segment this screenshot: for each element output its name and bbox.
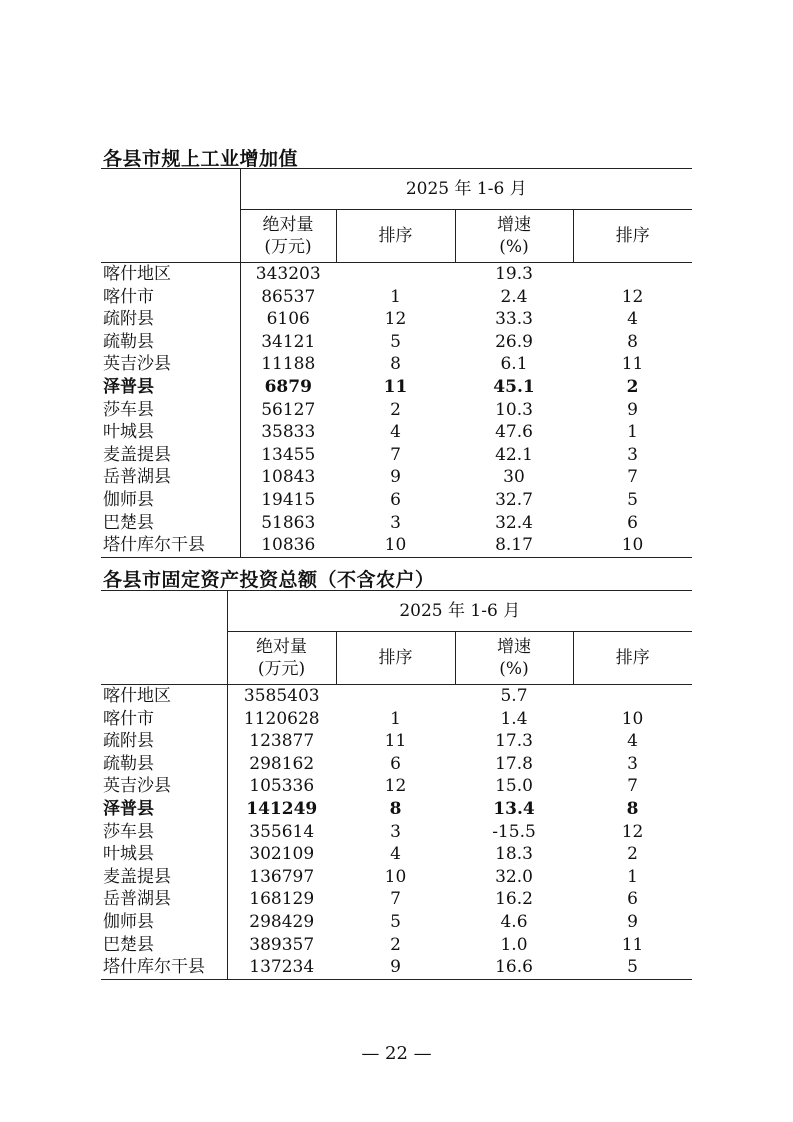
growth-rate: 16.6 <box>455 956 573 979</box>
absolute-value: 1120628 <box>227 708 336 731</box>
growth-rank: 2 <box>627 844 638 865</box>
value-rank: 10 <box>336 534 455 557</box>
table-row <box>101 263 692 286</box>
absolute-value: 56127 <box>240 399 336 422</box>
growth-rate: 16.2 <box>495 889 533 910</box>
region-name: 叶城县 <box>103 422 154 443</box>
growth-rank: 10 <box>573 534 692 557</box>
rank-header: 排序 <box>573 632 692 685</box>
growth-rank: 8 <box>627 331 638 352</box>
growth-rank: 4 <box>627 309 638 330</box>
value-rank: 4 <box>390 422 401 443</box>
value-rank: 1 <box>390 286 401 307</box>
absolute-value: 298162 <box>227 753 336 776</box>
absolute-value: 6106 <box>240 308 336 331</box>
growth-rate: 4.6 <box>500 911 528 932</box>
table-row <box>101 753 692 776</box>
growth-rank: 12 <box>621 286 644 307</box>
growth-rank <box>573 263 692 286</box>
table-row <box>101 512 692 535</box>
table-row <box>101 956 692 979</box>
absolute-value: 123877 <box>227 730 336 753</box>
table-row <box>101 934 692 957</box>
growth-rate: 33.3 <box>495 309 533 330</box>
corner-cell <box>101 632 227 685</box>
table-row <box>101 798 692 821</box>
table-row <box>101 444 692 467</box>
growth-rate: 42.1 <box>495 444 533 465</box>
value-rank: 5 <box>390 911 401 932</box>
table-row <box>101 911 692 934</box>
growth-rate: 30 <box>503 467 525 488</box>
abs-header: 绝对量 (万元) <box>240 210 336 263</box>
absolute-value: 137234 <box>227 956 336 979</box>
table-row <box>101 534 692 557</box>
value-rank: 11 <box>384 731 407 752</box>
absolute-value: 168129 <box>227 888 336 911</box>
growth-rank: 8 <box>626 798 639 819</box>
growth-rank: 9 <box>627 399 638 420</box>
growth-rank: 5 <box>627 489 638 510</box>
region-name: 叶城县 <box>103 844 154 865</box>
region-name: 伽师县 <box>103 911 154 932</box>
table-row <box>101 466 692 489</box>
value-rank: 2 <box>390 399 401 420</box>
corner-cell <box>101 210 240 263</box>
table-row <box>101 308 692 331</box>
region-name: 莎车县 <box>103 399 154 420</box>
absolute-value: 35833 <box>240 421 336 444</box>
region-name: 疏附县 <box>103 309 154 330</box>
growth-rank: 7 <box>627 467 638 488</box>
region-name: 塔什库尔干县 <box>101 956 227 979</box>
region-name: 巴楚县 <box>103 934 154 955</box>
absolute-value: 13455 <box>240 444 336 467</box>
absolute-value: 298429 <box>227 911 336 934</box>
table2-title: 各县市固定资产投资总额（不含农户） <box>103 569 435 591</box>
region-name: 疏勒县 <box>103 331 154 352</box>
growth-rank: 7 <box>627 776 638 797</box>
region-name: 喀什地区 <box>103 686 171 706</box>
absolute-value: 6879 <box>240 376 336 399</box>
value-rank: 8 <box>390 354 401 375</box>
period-header: 2025 年 1-6 月 <box>240 169 692 210</box>
rank-header: 排序 <box>336 210 455 263</box>
region-name: 喀什地区 <box>103 264 171 284</box>
absolute-value: 141249 <box>227 798 336 821</box>
table-row <box>101 286 692 309</box>
value-rank: 4 <box>390 844 401 865</box>
corner-cell <box>101 591 227 632</box>
absolute-value: 86537 <box>240 286 336 309</box>
value-rank: 7 <box>390 889 401 910</box>
table-row <box>101 353 692 376</box>
absolute-value: 19415 <box>240 489 336 512</box>
table-row <box>101 376 692 399</box>
growth-rate: 32.4 <box>495 512 533 533</box>
value-rank: 7 <box>390 444 401 465</box>
page-number: — 22 — <box>361 1043 432 1064</box>
growth-rate: 6.1 <box>500 354 528 375</box>
growth-rank: 1 <box>627 422 638 443</box>
region-name: 英吉沙县 <box>103 776 171 797</box>
value-rank: 10 <box>384 866 407 887</box>
absolute-value: 136797 <box>227 866 336 889</box>
value-rank: 12 <box>384 776 407 797</box>
region-name: 泽普县 <box>103 376 154 397</box>
growth-rank: 3 <box>627 444 638 465</box>
abs-header: 绝对量 (万元) <box>227 632 336 685</box>
value-rank: 5 <box>390 331 401 352</box>
growth-rate: -15.5 <box>492 821 536 842</box>
table-row <box>101 489 692 512</box>
region-name: 喀什市 <box>103 708 154 729</box>
region-name: 泽普县 <box>103 798 154 819</box>
value-rank: 9 <box>336 956 455 979</box>
growth-header: 增速 (%) <box>455 210 573 263</box>
growth-rate: 17.8 <box>495 753 533 774</box>
region-name: 英吉沙县 <box>103 354 171 375</box>
value-rank: 6 <box>390 489 401 510</box>
growth-rank: 4 <box>627 731 638 752</box>
value-rank: 3 <box>390 821 401 842</box>
absolute-value: 51863 <box>240 512 336 535</box>
region-name: 麦盖提县 <box>103 866 171 887</box>
table-row <box>101 708 692 731</box>
growth-rate: 47.6 <box>495 422 533 443</box>
region-name: 塔什库尔干县 <box>101 534 240 557</box>
growth-rate: 15.0 <box>495 776 533 797</box>
value-rank: 12 <box>384 309 407 330</box>
growth-rank: 6 <box>627 889 638 910</box>
growth-rate: 18.3 <box>495 844 533 865</box>
region-name: 疏附县 <box>103 731 154 752</box>
fixed-asset-investment-table <box>101 590 692 980</box>
value-rank: 1 <box>390 708 401 729</box>
region-name: 喀什市 <box>103 286 154 307</box>
growth-rank: 6 <box>627 512 638 533</box>
table-row <box>101 421 692 444</box>
growth-rate: 32.7 <box>495 489 533 510</box>
growth-rank: 12 <box>621 821 644 842</box>
value-rank <box>336 263 455 286</box>
absolute-value: 302109 <box>227 843 336 866</box>
region-name: 麦盖提县 <box>103 444 171 465</box>
table-row <box>101 866 692 889</box>
industry-value-table <box>101 168 692 558</box>
growth-rank: 11 <box>621 934 644 955</box>
absolute-value: 389357 <box>227 934 336 957</box>
growth-rank: 3 <box>627 753 638 774</box>
absolute-value: 11188 <box>240 353 336 376</box>
region-name: 伽师县 <box>103 489 154 510</box>
absolute-value: 3585403 <box>227 685 336 708</box>
growth-rate: 2.4 <box>500 286 528 307</box>
growth-rank: 11 <box>621 354 644 375</box>
table1-title: 各县市规上工业增加值 <box>103 148 299 170</box>
growth-rank: 5 <box>573 956 692 979</box>
table-row <box>101 775 692 798</box>
rank-header: 排序 <box>573 210 692 263</box>
region-name: 莎车县 <box>103 821 154 842</box>
growth-rank: 9 <box>627 911 638 932</box>
value-rank: 2 <box>390 934 401 955</box>
table-row <box>101 888 692 911</box>
growth-rate: 17.3 <box>495 731 533 752</box>
value-rank: 9 <box>390 467 401 488</box>
growth-rate: 26.9 <box>495 331 533 352</box>
value-rank: 3 <box>390 512 401 533</box>
growth-rate: 1.0 <box>500 934 528 955</box>
absolute-value: 10836 <box>240 534 336 557</box>
growth-rank <box>573 685 692 708</box>
period-header: 2025 年 1-6 月 <box>227 591 692 632</box>
growth-rate: 19.3 <box>495 264 533 284</box>
growth-rank: 10 <box>621 708 644 729</box>
absolute-value: 10843 <box>240 466 336 489</box>
table-row <box>101 843 692 866</box>
growth-header: 增速 (%) <box>455 632 573 685</box>
absolute-value: 34121 <box>240 331 336 354</box>
region-name: 岳普湖县 <box>103 467 171 488</box>
growth-rate: 32.0 <box>495 866 533 887</box>
growth-rate: 13.4 <box>493 798 535 819</box>
table-row <box>101 730 692 753</box>
growth-rank: 1 <box>627 866 638 887</box>
absolute-value: 343203 <box>240 263 336 286</box>
growth-rate: 1.4 <box>500 708 528 729</box>
value-rank: 11 <box>383 376 408 397</box>
growth-rate: 8.17 <box>455 534 573 557</box>
rank-header: 排序 <box>336 632 455 685</box>
region-name: 疏勒县 <box>103 753 154 774</box>
growth-rate: 5.7 <box>500 686 528 706</box>
table-row <box>101 331 692 354</box>
absolute-value: 355614 <box>227 821 336 844</box>
region-name: 岳普湖县 <box>103 889 171 910</box>
value-rank: 6 <box>390 753 401 774</box>
value-rank: 8 <box>389 798 402 819</box>
growth-rate: 45.1 <box>493 376 535 397</box>
table-row <box>101 821 692 844</box>
growth-rank: 2 <box>626 376 639 397</box>
absolute-value: 105336 <box>227 775 336 798</box>
value-rank <box>336 685 455 708</box>
corner-cell <box>101 169 240 210</box>
growth-rate: 10.3 <box>495 399 533 420</box>
region-name: 巴楚县 <box>103 512 154 533</box>
table-row <box>101 399 692 422</box>
table-row <box>101 685 692 708</box>
